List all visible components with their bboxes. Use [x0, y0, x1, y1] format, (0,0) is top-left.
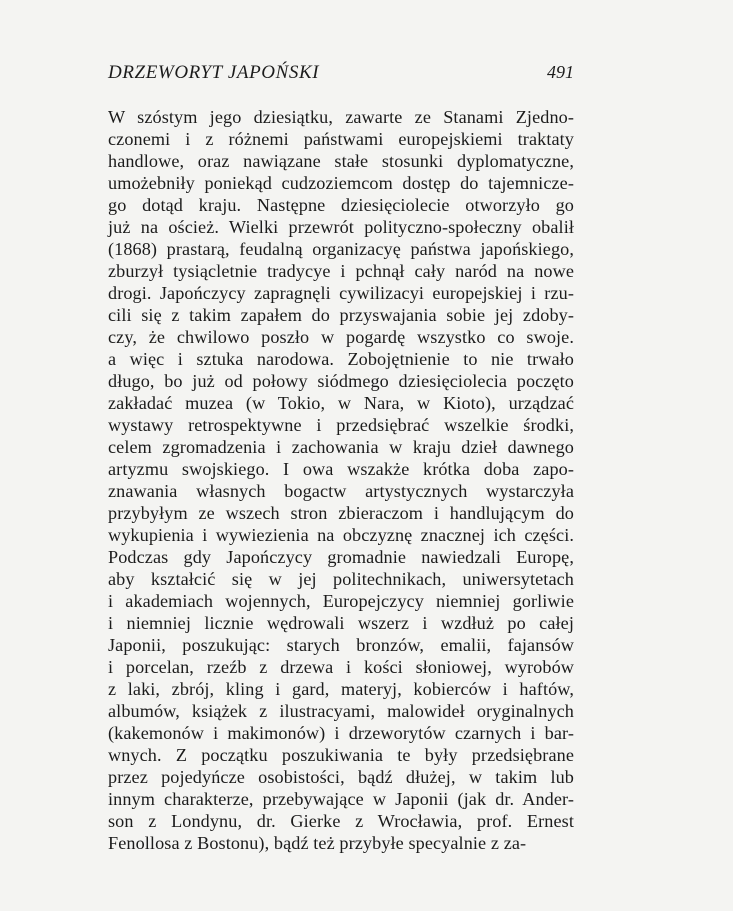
text-line: a więc i sztuka narodowa. Zobojętnienie to nie trwało	[108, 349, 574, 369]
body-text	[108, 106, 574, 854]
text-line: wnych. Z początku poszukiwania te były przedsiębrane	[108, 745, 574, 765]
text-line: Japonii, poszukując: starych bronzów, emalii, fajansów	[108, 635, 574, 655]
text-line: son z Londynu, dr. Gierke z Wrocławia, prof. Ernest	[108, 811, 574, 831]
text-line: czonemi i z różnemi państwami europejskiemi traktaty	[108, 129, 574, 149]
text-line: umożebniły poniekąd cudzoziemcom dostęp do tajemnicze-	[108, 173, 574, 193]
text-line: celem zgromadzenia i zachowania w kraju dzieł dawnego	[108, 437, 574, 457]
text-line: Podczas gdy Japończycy gromadnie nawiedzali Europę,	[108, 547, 574, 567]
text-line: przez pojedyńcze osobistości, bądź dłużej, w takim lub	[108, 767, 574, 787]
text-line: albumów, książek z ilustracyami, malowideł oryginalnych	[108, 701, 574, 721]
chapter-title: DRZEWORYT JAPOŃSKI	[108, 62, 320, 83]
text-line: innym charakterze, przebywające w Japonii (jak dr. Ander-	[108, 789, 574, 809]
text-line: handlowe, oraz nawiązane stałe stosunki dyplomatyczne,	[108, 151, 574, 171]
text-line: zburzył tysiącletnie tradycye i pchnął cały naród na nowe	[108, 261, 574, 281]
text-line: zakładać muzea (w Tokio, w Nara, w Kioto), urządzać	[108, 393, 574, 413]
text-line: W szóstym jego dziesiątku, zawarte ze Stanami Zjedno-	[108, 107, 574, 127]
text-line: przybyłym ze wszech stron zbieraczom i handlującym do	[108, 503, 574, 523]
text-line: czy, że chwilowo poszło w pogardę wszystko co swoje.	[108, 327, 574, 347]
text-line: cili się z takim zapałem do przyswajania sobie jej zdoby-	[108, 305, 574, 325]
page-number: 491	[547, 62, 574, 82]
text-line: znawania własnych bogactw artystycznych wystarczyła	[108, 481, 574, 501]
text-line: Fenollosa z Bostonu), bądź też przybyłe specyalnie z za-	[108, 833, 527, 853]
text-line: aby kształcić się w jej politechnikach, uniwersytetach	[108, 569, 574, 589]
text-line: (1868) prastarą, feudalną organizacyę państwa japońskiego,	[108, 239, 574, 259]
text-line: artyzmu swojskiego. I owa wszakże krótka doba zapo-	[108, 459, 574, 479]
running-header	[108, 62, 574, 90]
text-line: (kakemonów i makimonów) i drzeworytów czarnych i bar-	[108, 723, 574, 743]
text-line: go dotąd kraju. Następne dziesięciolecie otworzyło go	[108, 195, 574, 215]
text-line: już na oścież. Wielki przewrót polityczno-społeczny obalił	[108, 217, 574, 237]
text-line: i akademiach wojennych, Europejczycy niemniej gorliwie	[108, 591, 574, 611]
text-line: z laki, zbrój, kling i gard, materyj, kobierców i haftów,	[108, 679, 574, 699]
text-line: drogi. Japończycy zapragnęli cywilizacyi europejskiej i rzu-	[108, 283, 574, 303]
book-page	[108, 62, 574, 854]
text-line: wystawy retrospektywne i przedsiębrać wszelkie środki,	[108, 415, 574, 435]
text-line: długo, bo już od połowy siódmego dziesięciolecia poczęto	[108, 371, 574, 391]
text-line: i porcelan, rzeźb z drzewa i kości słoniowej, wyrobów	[108, 657, 574, 677]
text-line: wykupienia i wywiezienia na obczyznę znacznej ich części.	[108, 525, 574, 545]
text-line: i niemniej licznie wędrowali wszerz i wzdłuż po całej	[108, 613, 574, 633]
